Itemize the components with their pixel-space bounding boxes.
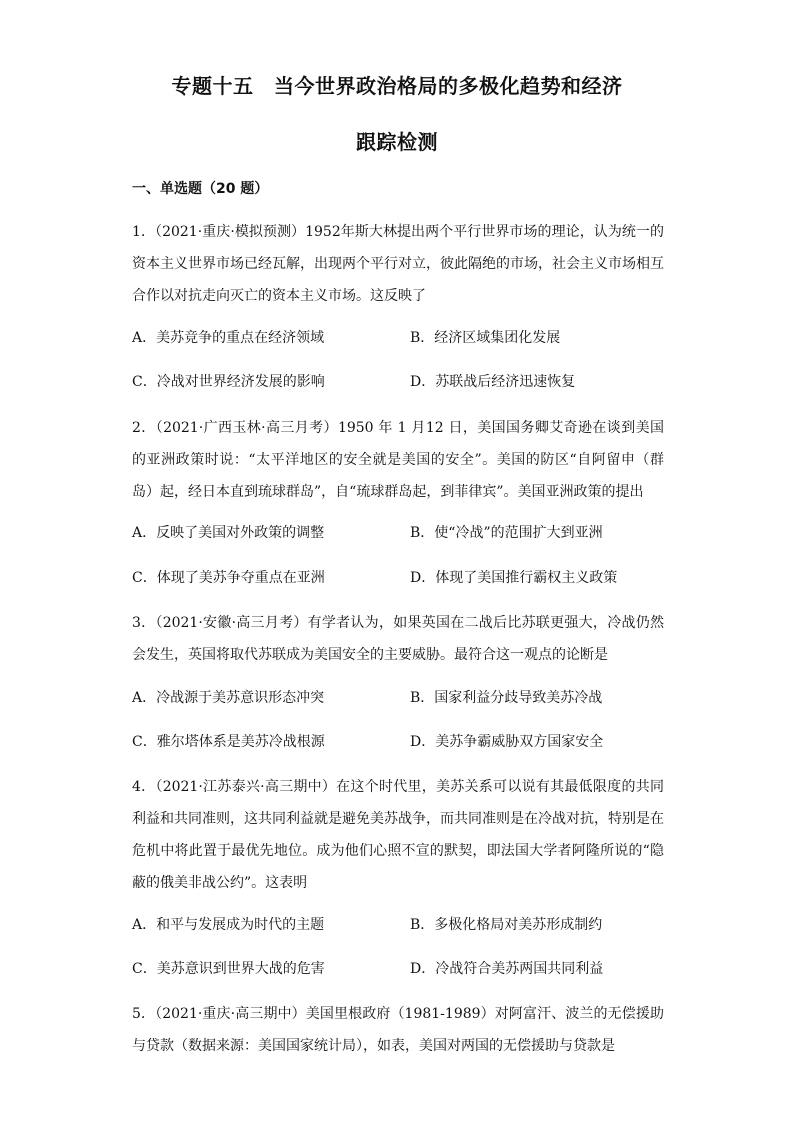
question-5-stem: 5．（2021·重庆·高三期中）美国里根政府（1981-1989）对阿富汗、波兰的无偿援助与贷款（数据来源：美国国家统计局），如表，美国对两国的无偿援助与贷款是 xyxy=(132,1006,664,1054)
document-title: 专题十五 当今世界政治格局的多极化趋势和经济 xyxy=(171,74,623,98)
question-4-option-b: B．多极化格局对美苏形成制约 xyxy=(410,917,603,933)
question-2-option-a: A．反映了美国对外政策的调整 xyxy=(132,525,325,541)
question-3-stem: 3．（2021·安徽·高三月考）有学者认为，如果英国在二战后比苏联更强大，冷战仍然会发生，英国将取代苏联成为美国安全的主要威胁。最符合这一观点的论断是 xyxy=(132,615,664,663)
section-heading: 一、单选题（20 题） xyxy=(132,181,269,197)
question-4-option-c: C．美苏意识到世界大战的危害 xyxy=(132,961,325,977)
question-2-option-b: B．使“冷战”的范围扩大到亚洲 xyxy=(410,525,603,541)
question-1-option-b: B．经济区域集团化发展 xyxy=(410,330,561,346)
question-3-option-b: B．国家利益分歧导致美苏冷战 xyxy=(410,690,603,706)
question-1-option-d: D．苏联战后经济迅速恢复 xyxy=(410,374,576,390)
document-subtitle: 跟踪检测 xyxy=(356,130,438,154)
question-2-stem: 2．（2021·广西玉林·高三月考）1950 年 1 月12 日，美国国务卿艾奇逊在谈到美国的亚洲政策时说：“太平洋地区的安全就是美国的安全”。美国的防区“自阿留申（群岛）起，经日本直到琉球群岛”，自“琉球群岛起，到菲律宾”。美国亚洲政策的提出 xyxy=(132,420,664,500)
question-3-option-c: C．雅尔塔体系是美苏冷战根源 xyxy=(132,734,325,750)
question-2-option-d: D．体现了美国推行霸权主义政策 xyxy=(410,570,618,586)
question-4-option-d: D．冷战符合美苏两国共同利益 xyxy=(410,961,604,977)
question-2-option-c: C．体现了美苏争夺重点在亚洲 xyxy=(132,570,325,586)
question-3-option-d: D．美苏争霸威胁双方国家安全 xyxy=(410,734,604,750)
question-1-option-a: A．美苏竞争的重点在经济领域 xyxy=(132,330,325,346)
question-1-option-c: C．冷战对世界经济发展的影响 xyxy=(132,374,325,390)
question-4-stem: 4．（2021·江苏泰兴·高三期中）在这个时代里，美苏关系可以说有其最低限度的共同利益和共同准则，这共同利益就是避免美苏战争，而共同准则是在冷战对抗，特别是在危机中将此置于最优先地位。成为他们心照不宣的默契，即法国大学者阿隆所说的“隐蔽的俄美非战公约”。这表明 xyxy=(132,779,664,891)
question-1-stem: 1．（2021·重庆·模拟预测）1952年斯大林提出两个平行世界市场的理论，认为统一的资本主义世界市场已经瓦解，出现两个平行对立，彼此隔绝的市场，社会主义市场相互合作以对抗走向灭亡的资本主义市场。这反映了 xyxy=(132,224,664,304)
question-4-option-a: A．和平与发展成为时代的主题 xyxy=(132,917,325,933)
question-3-option-a: A．冷战源于美苏意识形态冲突 xyxy=(132,690,325,706)
